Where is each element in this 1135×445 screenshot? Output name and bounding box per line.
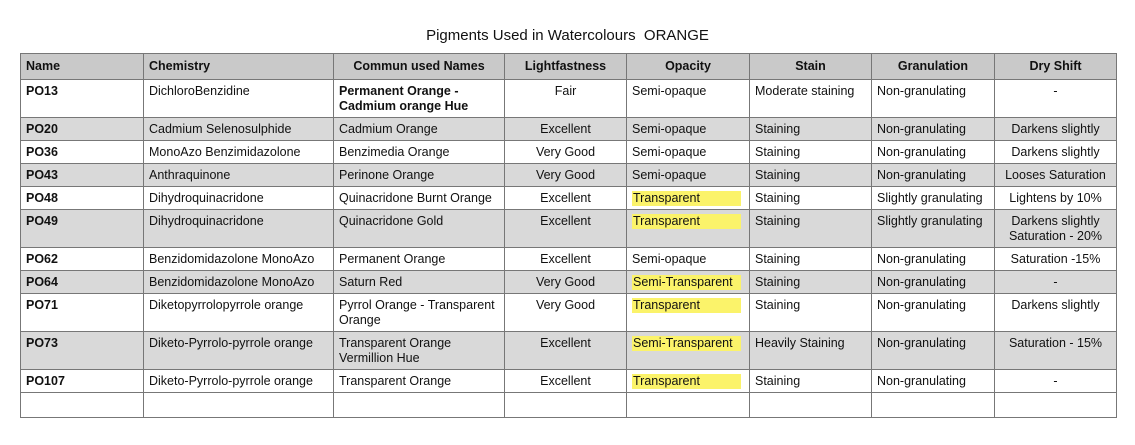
column-header-chemistry: Chemistry [144, 54, 334, 80]
column-header-stain: Stain [750, 54, 872, 80]
column-header-common-names: Commun used Names [334, 54, 505, 80]
column-header-lightfastness: Lightfastness [505, 54, 627, 80]
cell-granulation [872, 118, 995, 141]
cell-opacity [627, 332, 750, 370]
cell-stain-text: Staining [755, 191, 801, 205]
cell-stain-text: Staining [755, 298, 801, 312]
cell-opacity [627, 271, 750, 294]
table-row [21, 248, 1117, 271]
cell-name [21, 80, 144, 118]
cell-opacity-text: Semi-Transparent [632, 336, 741, 351]
cell-opacity [627, 370, 750, 393]
cell-opacity [627, 141, 750, 164]
cell-lightfastness [505, 80, 627, 118]
cell-common-names-text: Quinacridone Burnt Orange [339, 191, 492, 205]
cell-chemistry [144, 187, 334, 210]
cell-chemistry-text: Dihydroquinacridone [149, 191, 264, 205]
cell-name-text: PO48 [26, 191, 58, 205]
cell-opacity [627, 118, 750, 141]
table-header-row [21, 54, 1117, 80]
cell-chemistry-text: MonoAzo Benzimidazolone [149, 145, 301, 159]
cell-granulation [872, 141, 995, 164]
cell-name [21, 210, 144, 248]
empty-cell [995, 393, 1117, 418]
cell-opacity-text: Semi-opaque [632, 84, 707, 98]
cell-granulation [872, 271, 995, 294]
cell-dry-shift [995, 271, 1117, 294]
cell-common-names-text: Transparent Orange [339, 374, 452, 388]
cell-granulation-text: Non-granulating [877, 336, 966, 350]
cell-chemistry [144, 210, 334, 248]
cell-granulation [872, 210, 995, 248]
cell-lightfastness-text: Fair [554, 84, 577, 98]
cell-stain [750, 164, 872, 187]
empty-cell [21, 393, 144, 418]
cell-lightfastness-text: Excellent [540, 122, 591, 136]
cell-chemistry-text: Anthraquinone [149, 168, 231, 182]
cell-dry-shift [995, 80, 1117, 118]
cell-dry-shift-text: Saturation -15% [1010, 252, 1101, 266]
table-row [21, 141, 1117, 164]
cell-chemistry-text: DichloroBenzidine [149, 84, 250, 98]
cell-dry-shift-text: Darkens slightly [1011, 145, 1100, 159]
cell-name-text: PO49 [26, 214, 58, 228]
cell-stain-text: Staining [755, 214, 801, 228]
cell-lightfastness-text: Excellent [540, 374, 591, 388]
cell-dry-shift [995, 141, 1117, 164]
cell-name [21, 370, 144, 393]
cell-dry-shift-text: Saturation - 15% [1008, 336, 1103, 350]
cell-chemistry [144, 80, 334, 118]
cell-opacity [627, 187, 750, 210]
cell-common-names-text: Quinacridone Gold [339, 214, 444, 228]
cell-chemistry-text: Benzidomidazolone MonoAzo [149, 252, 315, 266]
cell-dry-shift-text: Lightens by 10% [1009, 191, 1102, 205]
cell-granulation-text: Non-granulating [877, 374, 966, 388]
cell-name-text: PO13 [26, 84, 58, 98]
cell-granulation-text: Non-granulating [877, 168, 966, 182]
pigments-table [20, 53, 1117, 418]
cell-name [21, 187, 144, 210]
cell-opacity-text: Semi-Transparent [632, 275, 741, 290]
cell-opacity [627, 210, 750, 248]
cell-dry-shift-text: - [1053, 275, 1058, 289]
cell-lightfastness [505, 187, 627, 210]
cell-lightfastness [505, 370, 627, 393]
cell-dry-shift [995, 294, 1117, 332]
cell-common-names [334, 210, 505, 248]
cell-stain-text: Staining [755, 275, 801, 289]
cell-dry-shift-text: Darkens slightly [1011, 298, 1100, 312]
table-row [21, 118, 1117, 141]
cell-stain-text: Staining [755, 145, 801, 159]
table-row [21, 294, 1117, 332]
table-row [21, 370, 1117, 393]
cell-name-text: PO43 [26, 168, 58, 182]
cell-granulation [872, 248, 995, 271]
cell-opacity-text: Semi-opaque [632, 122, 707, 136]
cell-name [21, 248, 144, 271]
column-header-opacity: Opacity [627, 54, 750, 80]
cell-granulation-text: Non-granulating [877, 145, 966, 159]
cell-stain [750, 118, 872, 141]
cell-dry-shift [995, 248, 1117, 271]
cell-dry-shift-text: Darkens slightly Saturation - 20% [1008, 214, 1103, 243]
cell-granulation [872, 187, 995, 210]
cell-name-text: PO64 [26, 275, 58, 289]
cell-chemistry [144, 248, 334, 271]
cell-common-names [334, 294, 505, 332]
column-header-granulation: Granulation [872, 54, 995, 80]
cell-common-names-text: Transparent Orange Vermillion Hue [339, 336, 452, 365]
cell-lightfastness-text: Excellent [540, 214, 591, 228]
cell-common-names-text: Benzimedia Orange [339, 145, 450, 159]
cell-chemistry [144, 141, 334, 164]
table-row [21, 332, 1117, 370]
cell-dry-shift [995, 118, 1117, 141]
cell-name [21, 271, 144, 294]
cell-name-text: PO36 [26, 145, 58, 159]
cell-name [21, 294, 144, 332]
cell-dry-shift-text: Looses Saturation [1005, 168, 1106, 182]
cell-stain-text: Staining [755, 252, 801, 266]
cell-chemistry [144, 294, 334, 332]
cell-stain [750, 294, 872, 332]
cell-name-text: PO73 [26, 336, 58, 350]
cell-chemistry [144, 164, 334, 187]
cell-granulation [872, 164, 995, 187]
column-header-dry-shift: Dry Shift [995, 54, 1117, 80]
cell-chemistry [144, 271, 334, 294]
cell-common-names [334, 248, 505, 271]
empty-cell [627, 393, 750, 418]
cell-common-names [334, 187, 505, 210]
cell-granulation-text: Non-granulating [877, 122, 966, 136]
cell-stain-text: Staining [755, 374, 801, 388]
cell-chemistry-text: Diketo-Pyrrolo-pyrrole orange [149, 374, 313, 388]
cell-dry-shift-text: - [1053, 84, 1058, 98]
cell-stain [750, 80, 872, 118]
empty-cell [750, 393, 872, 418]
cell-name [21, 118, 144, 141]
cell-common-names [334, 118, 505, 141]
cell-dry-shift [995, 187, 1117, 210]
cell-opacity-text: Semi-opaque [632, 168, 707, 182]
cell-common-names [334, 80, 505, 118]
cell-stain [750, 248, 872, 271]
cell-stain-text: Moderate staining [755, 84, 855, 98]
table-row [21, 210, 1117, 248]
cell-lightfastness [505, 332, 627, 370]
cell-dry-shift [995, 332, 1117, 370]
cell-lightfastness-text: Very Good [535, 275, 596, 289]
cell-stain [750, 370, 872, 393]
cell-granulation-text: Non-granulating [877, 84, 966, 98]
cell-granulation-text: Slightly granulating [877, 214, 983, 228]
cell-name [21, 164, 144, 187]
cell-chemistry [144, 370, 334, 393]
cell-chemistry-text: Cadmium Selenosulphide [149, 122, 292, 136]
table-row [21, 271, 1117, 294]
cell-stain [750, 271, 872, 294]
cell-stain-text: Staining [755, 122, 801, 136]
cell-lightfastness [505, 118, 627, 141]
cell-lightfastness [505, 164, 627, 187]
cell-dry-shift [995, 370, 1117, 393]
cell-opacity [627, 248, 750, 271]
cell-lightfastness [505, 141, 627, 164]
cell-opacity [627, 80, 750, 118]
cell-lightfastness-text: Excellent [540, 336, 591, 350]
table-row [21, 80, 1117, 118]
cell-granulation [872, 370, 995, 393]
cell-name-text: PO107 [26, 374, 65, 388]
cell-common-names [334, 164, 505, 187]
cell-lightfastness [505, 248, 627, 271]
column-header-name: Name [21, 54, 144, 80]
cell-common-names-text: Permanent Orange [339, 252, 446, 266]
table-row [21, 187, 1117, 210]
cell-chemistry [144, 118, 334, 141]
cell-opacity [627, 164, 750, 187]
cell-chemistry-text: Dihydroquinacridone [149, 214, 264, 228]
empty-table-row [21, 393, 1117, 418]
cell-common-names-text: Permanent Orange - Cadmium orange Hue [339, 84, 469, 113]
cell-opacity-text: Transparent [632, 298, 741, 313]
cell-lightfastness [505, 294, 627, 332]
cell-stain [750, 187, 872, 210]
cell-common-names-text: Saturn Red [339, 275, 403, 289]
cell-granulation-text: Non-granulating [877, 275, 966, 289]
cell-granulation [872, 80, 995, 118]
cell-lightfastness-text: Very Good [535, 145, 596, 159]
cell-dry-shift-text: - [1053, 374, 1058, 388]
cell-common-names [334, 271, 505, 294]
cell-chemistry [144, 332, 334, 370]
cell-stain-text: Heavily Staining [755, 336, 845, 350]
cell-granulation-text: Slightly granulating [877, 191, 983, 205]
cell-stain [750, 332, 872, 370]
cell-common-names [334, 370, 505, 393]
cell-dry-shift [995, 164, 1117, 187]
cell-opacity-text: Transparent [632, 374, 741, 389]
cell-name [21, 332, 144, 370]
empty-cell [505, 393, 627, 418]
cell-lightfastness-text: Excellent [540, 191, 591, 205]
cell-granulation [872, 294, 995, 332]
cell-chemistry-text: Diketo-Pyrrolo-pyrrole orange [149, 336, 313, 350]
cell-chemistry-text: Benzidomidazolone MonoAzo [149, 275, 315, 289]
cell-lightfastness [505, 210, 627, 248]
cell-lightfastness-text: Very Good [535, 168, 596, 182]
cell-name-text: PO62 [26, 252, 58, 266]
cell-dry-shift-text: Darkens slightly [1011, 122, 1100, 136]
cell-common-names-text: Cadmium Orange [339, 122, 438, 136]
cell-opacity-text: Semi-opaque [632, 145, 707, 159]
cell-granulation-text: Non-granulating [877, 298, 966, 312]
cell-stain [750, 210, 872, 248]
cell-name [21, 141, 144, 164]
cell-common-names [334, 141, 505, 164]
cell-opacity-text: Transparent [632, 214, 741, 229]
cell-common-names-text: Perinone Orange [339, 168, 435, 182]
cell-common-names-text: Pyrrol Orange - Transparent Orange [339, 298, 495, 327]
cell-lightfastness-text: Excellent [540, 252, 591, 266]
cell-opacity-text: Transparent [632, 191, 741, 206]
cell-stain [750, 141, 872, 164]
empty-cell [872, 393, 995, 418]
cell-name-text: PO20 [26, 122, 58, 136]
cell-opacity [627, 294, 750, 332]
cell-granulation [872, 332, 995, 370]
cell-common-names [334, 332, 505, 370]
empty-cell [334, 393, 505, 418]
empty-cell [144, 393, 334, 418]
cell-stain-text: Staining [755, 168, 801, 182]
cell-dry-shift [995, 210, 1117, 248]
cell-granulation-text: Non-granulating [877, 252, 966, 266]
page-title: Pigments Used in Watercolours ORANGE [426, 27, 709, 44]
cell-name-text: PO71 [26, 298, 58, 312]
cell-opacity-text: Semi-opaque [632, 252, 707, 266]
cell-lightfastness [505, 271, 627, 294]
cell-lightfastness-text: Very Good [535, 298, 596, 312]
cell-chemistry-text: Diketopyrrolopyrrole orange [149, 298, 304, 312]
table-row [21, 164, 1117, 187]
